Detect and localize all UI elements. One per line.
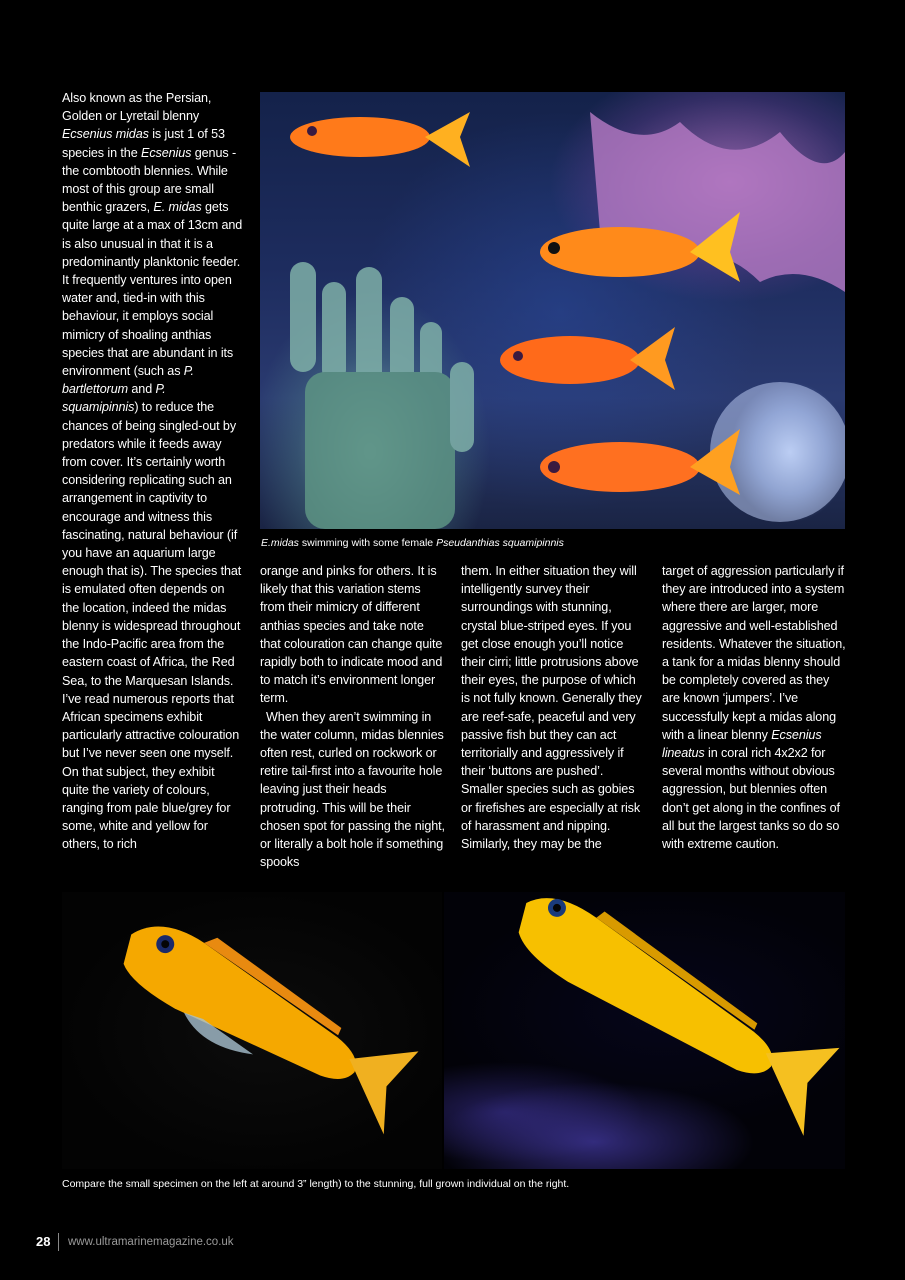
text-run: them. In either situation they will intelligently survey their surroundings with stunning, crystal blue-striped eyes. If you get close enough you’ll notice their cirri; little protrusions above their eyes, the purpose of which is not fully known. Generally they are reef-safe, peaceful and very passive fish but they can act territorially and aggressively if their ‘buttons are pushed’. Smaller species such as gobies or firefishes are especially at risk of harassment and nipping. Similarly, they may be the (461, 564, 642, 852)
article-column-3 (461, 562, 646, 853)
text-run: and (128, 382, 156, 397)
italic-term: Ecsenius (141, 145, 192, 160)
text-run: target of aggression particularly if they are introduced into a system where there are larger, more aggressive and well-established residents. Whatever the situation, a tank for a midas blenny should be completely covered as they are known ‘jumpers’. I’ve successfully kept a midas along with a linear blenny (662, 564, 846, 742)
column-3-paragraph (461, 562, 646, 853)
reef-photo-anthias (260, 92, 845, 529)
reef-photo-illustration (260, 92, 845, 529)
text-run: in coral rich 4x2x2 for several months without obvious aggression, but blennies often don’t get along in the confines of all but the largest tanks so do so with extreme caution. (662, 746, 840, 852)
column-2-paragraph-1 (260, 562, 445, 708)
text-run: gets quite large at a max of 13cm and is also unusual in that it is a predominantly planktonic feeder. It frequently ventures into open water and, tied-in with this behaviour, it employs social mimicry of shoaling anthias species that are abundant in its environment (such as (62, 200, 243, 379)
text-run: is just 1 of 53 species in the (62, 127, 225, 160)
italic-term: Pseudanthias squamipinnis (436, 537, 564, 549)
photo-caption-top (261, 536, 564, 550)
footer-divider (58, 1233, 59, 1251)
column-2-paragraph-2 (260, 708, 445, 872)
italic-term: P. squamipinnis (62, 382, 166, 415)
text-run: ) to reduce the chances of being singled-out by predators while it feeds away from cover. It’s certainly worth considering replicating such an arrangement in captivity to encourage and witness this fascinating, natural behaviour (if you have an aquarium large enough that is). The species that is emulated often depends on the location, indeed the midas blenny is widespread throughout the Indo-Pacific area from the eastern coast of Africa, the Red Sea, to the Marquesan Islands. I’ve read numerous reports that African specimens exhibit particularly attractive colouration but I’ve never seen one myself. On that subject, they exhibit quite the variety of colours, ranging from pale blue/grey for some, white and yellow for others, to rich (62, 400, 242, 852)
italic-term: P. bartlettorum (62, 364, 194, 397)
page-number: 28 (36, 1234, 51, 1249)
article-column-2 (260, 562, 445, 871)
small-blenny-illustration (62, 892, 442, 1169)
article-column-1 (62, 89, 244, 854)
text-run: genus - the combtooth blennies. While most of this group are small benthic grazers, (62, 145, 237, 215)
text-run: orange and pinks for others. It is likely that this variation stems from their mimicry of different anthias species and take note that colouration can change quite rapidly both to indicate mood and to match it’s environment longer term. (260, 564, 443, 706)
italic-term: E.midas (261, 537, 299, 549)
text-run: swimming with some female (298, 537, 437, 549)
article-column-4 (662, 562, 848, 853)
blenny-photo-small (62, 892, 442, 1169)
text-run: When they aren’t swimming in the water column, midas blennies often rest, curled on rockwork or retire tail-first into a favourite hole leaving just their heads protruding. This will be their chosen spot for passing the night, or literally a bolt hole if something spooks (260, 709, 445, 870)
italic-term: E. midas (153, 200, 202, 215)
text-run: Also known as the Persian, Golden or Lyretail blenny (62, 91, 212, 124)
italic-term: Ecsenius lineatus (662, 727, 822, 761)
column-4-paragraph (662, 562, 848, 853)
blenny-photo-large (444, 892, 845, 1169)
column-1-paragraph (62, 89, 244, 854)
branching-coral (290, 262, 474, 529)
photo-caption-bottom: Compare the small specimen on the left at around 3” length) to the stunning, full grown individual on the right. (62, 1178, 570, 1190)
large-blenny-illustration (444, 892, 845, 1169)
italic-term: Ecsenius midas (62, 127, 149, 142)
magazine-website: www.ultramarinemagazine.co.uk (68, 1236, 234, 1248)
